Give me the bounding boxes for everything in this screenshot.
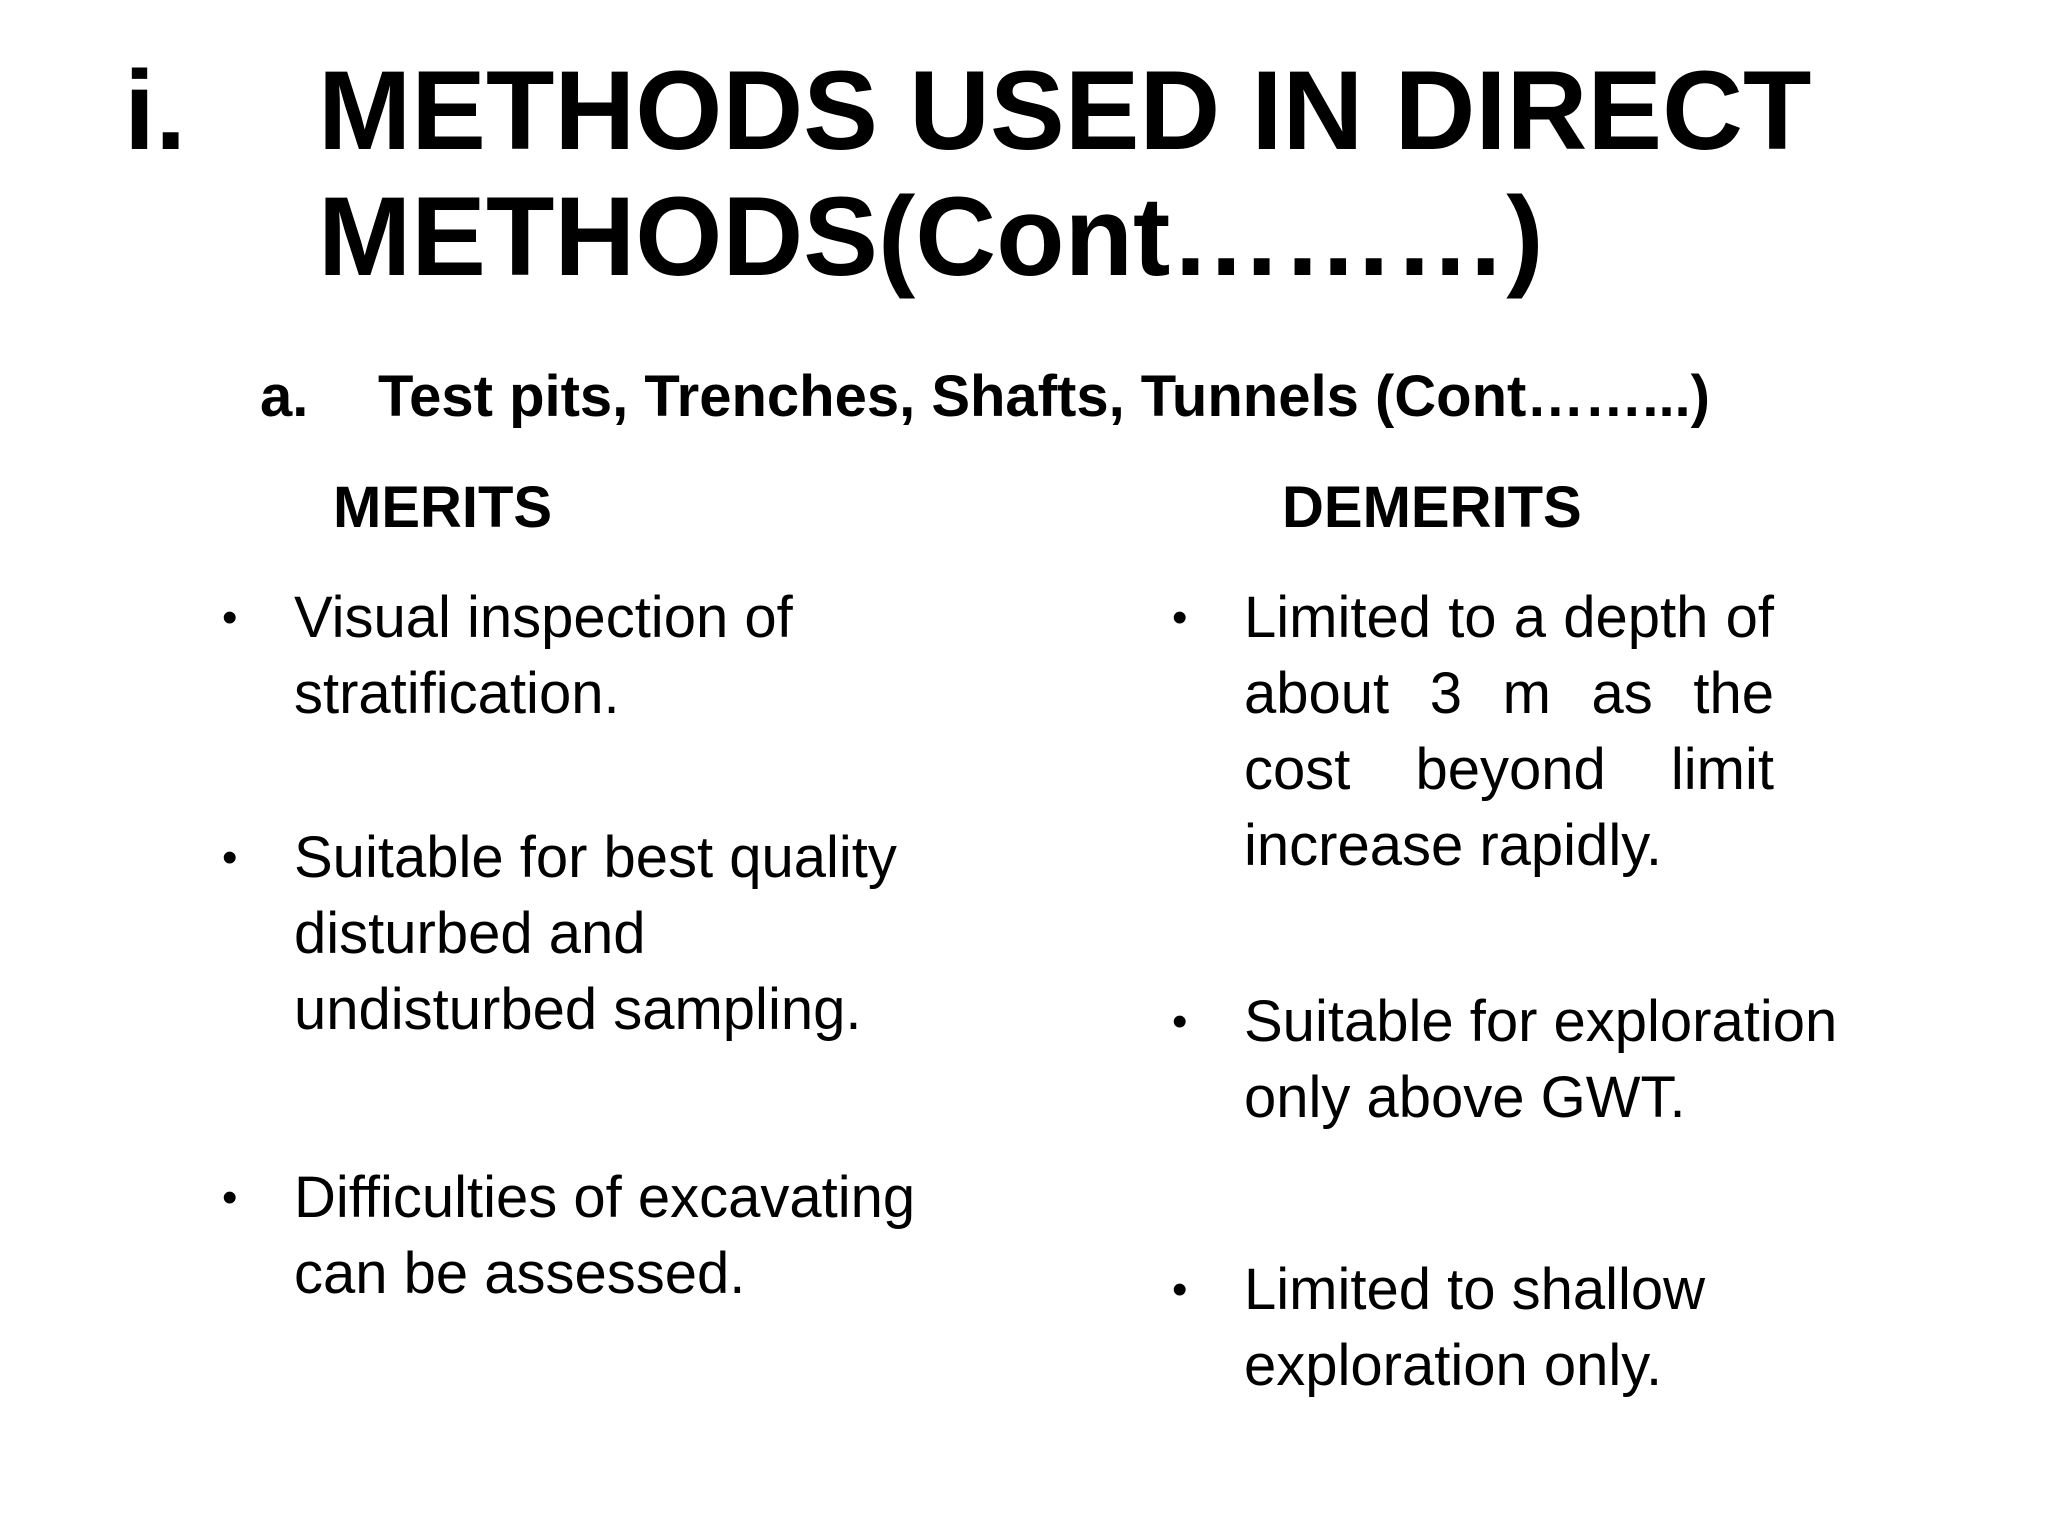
subtitle-list-marker: a. xyxy=(260,364,309,429)
bullet-icon: • xyxy=(1172,1265,1188,1314)
demerit-item xyxy=(1172,984,1892,1136)
bullet-icon: • xyxy=(222,1173,238,1222)
demerits-heading: DEMERITS xyxy=(1282,475,1582,540)
merit-item-line: Suitable for best quality xyxy=(294,825,897,890)
demerit-item-text xyxy=(1244,580,1774,884)
merit-item-line: undisturbed sampling. xyxy=(294,977,862,1042)
demerit-item xyxy=(1172,580,1892,884)
demerit-item-line: cost beyond limit xyxy=(1244,737,1774,802)
merit-item-line: Difficulties of excavating xyxy=(294,1165,916,1230)
bullet-icon: • xyxy=(1172,593,1188,642)
demerit-item-line: about 3 m as the xyxy=(1244,661,1774,726)
slide-title-line-2: METHODS(Cont………) xyxy=(318,174,1544,299)
bullet-icon: • xyxy=(222,593,238,642)
demerit-item xyxy=(1172,1252,1892,1404)
demerit-item-line: Limited to shallow xyxy=(1244,1257,1705,1322)
demerits-list xyxy=(1172,580,1892,1404)
merit-item-line: disturbed and xyxy=(294,901,646,966)
demerit-item-line: exploration only. xyxy=(1244,1333,1663,1398)
merits-list xyxy=(222,580,1022,1312)
bullet-icon: • xyxy=(1172,997,1188,1046)
slide-title xyxy=(318,48,1978,300)
merit-item-line: stratification. xyxy=(294,661,620,726)
merit-item-line: can be assessed. xyxy=(294,1241,746,1306)
slide-title-line-1: METHODS USED IN DIRECT xyxy=(318,48,1812,173)
title-list-marker: i. xyxy=(124,48,187,173)
slide-subtitle: Test pits, Trenches, Shafts, Tunnels (Cont……...) xyxy=(378,364,1710,429)
merit-item-line: Visual inspection of xyxy=(294,585,793,650)
demerit-item-line: increase rapidly. xyxy=(1244,813,1663,878)
demerit-item-line: Suitable for exploration xyxy=(1244,989,1838,1054)
merits-heading: MERITS xyxy=(333,475,553,540)
merit-item xyxy=(222,580,1022,732)
bullet-icon: • xyxy=(222,833,238,882)
merit-item xyxy=(222,820,1022,1048)
merit-item xyxy=(222,1160,1022,1312)
demerit-item-line: Limited to a depth of xyxy=(1244,585,1774,650)
demerit-item-line: only above GWT. xyxy=(1244,1065,1686,1130)
